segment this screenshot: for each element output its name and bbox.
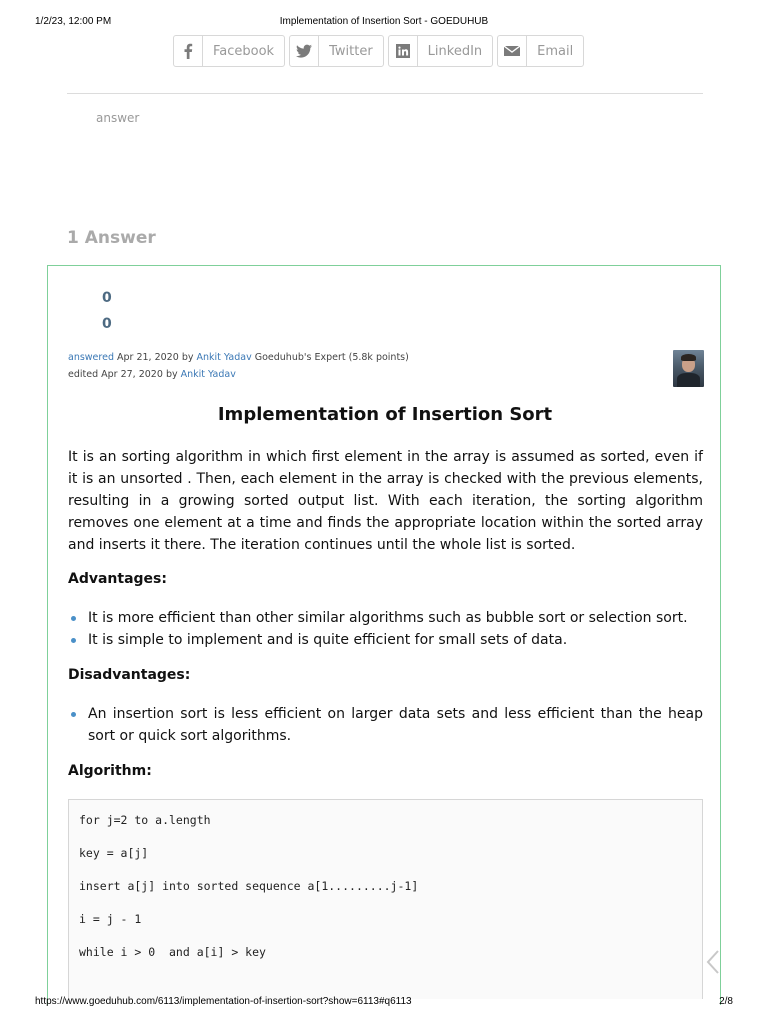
disadvantages-heading: Disadvantages: — [68, 667, 191, 683]
edited-by: by — [165, 369, 178, 380]
linkedin-icon — [389, 36, 418, 66]
share-email-button[interactable] — [497, 35, 584, 67]
edited-meta — [68, 369, 236, 380]
avatar[interactable] — [673, 350, 704, 387]
disadvantages-list — [68, 703, 703, 747]
email-icon — [498, 36, 527, 66]
code-line: insert a[j] into sorted sequence a[1.........j-1] — [79, 879, 419, 893]
answer-count-heading: 1 Answer — [67, 228, 156, 248]
question-tag[interactable]: answer — [96, 111, 140, 125]
code-line: while i > 0 and a[i] > key — [79, 945, 266, 959]
answer-intro: It is an sorting algorithm in which first element in the array is assumed as sorted, even if it is an unsorted . Then, each element in the array is checked with the previous elements, resulting in a growing sorted output list. With each iteration, the sorting algorithm removes one element at a time and finds the appropriate location within the sorted array and inserts it there. The iteration continues until the whole list is sorted. — [68, 449, 703, 553]
author-role: Goeduhub's Expert (5.8k points) — [254, 352, 409, 363]
print-page-number: 2/8 — [719, 996, 733, 1007]
vote-up-count[interactable]: 0 — [102, 290, 112, 306]
answered-link[interactable]: answered — [68, 352, 114, 363]
code-line: i = j - 1 — [79, 912, 142, 926]
divider — [67, 93, 703, 94]
advantages-list — [68, 607, 703, 651]
answered-by: by — [181, 352, 194, 363]
print-page-title: Implementation of Insertion Sort - GOEDUHUB — [279, 16, 489, 27]
code-block[interactable] — [68, 799, 703, 999]
code-line: for j=2 to a.length — [79, 813, 211, 827]
scroll-left-button[interactable] — [703, 946, 723, 982]
share-twitter-button[interactable] — [289, 35, 384, 67]
answer-heading: Implementation of Insertion Sort — [217, 404, 553, 425]
editor-link[interactable]: Ankit Yadav — [180, 369, 236, 380]
share-linkedin-button[interactable] — [388, 35, 493, 67]
answer-meta — [68, 352, 409, 363]
algorithm-heading: Algorithm: — [68, 763, 152, 779]
list-item: It is more efficient than other similar algorithms such as bubble sort or selection sort. — [68, 607, 703, 629]
avatar-body — [677, 373, 700, 387]
answer-card — [47, 265, 721, 1005]
facebook-icon — [174, 36, 203, 66]
share-linkedin-label: LinkedIn — [427, 43, 483, 59]
answered-date: Apr 21, 2020 — [117, 352, 179, 363]
list-item: An insertion sort is less efficient on larger data sets and less efficient than the heap sort or quick sort algorithms. — [68, 703, 703, 747]
share-twitter-label: Twitter — [329, 43, 373, 59]
avatar-hair — [681, 354, 696, 361]
share-facebook-label: Facebook — [213, 43, 275, 59]
vote-down-count[interactable]: 0 — [102, 316, 112, 332]
edited-date: edited Apr 27, 2020 — [68, 369, 163, 380]
share-email-label: Email — [537, 43, 574, 59]
twitter-icon — [290, 36, 319, 66]
code-line: key = a[j] — [79, 846, 149, 860]
author-link[interactable]: Ankit Yadav — [196, 352, 252, 363]
chevron-left-icon — [706, 949, 720, 979]
print-url: https://www.goeduhub.com/6113/implementation-of-insertion-sort?show=6113#q6113 — [35, 996, 412, 1007]
advantages-heading: Advantages: — [68, 571, 167, 587]
share-facebook-button[interactable] — [173, 35, 285, 67]
print-date: 1/2/23, 12:00 PM — [35, 16, 112, 27]
list-item: It is simple to implement and is quite efficient for small sets of data. — [68, 629, 703, 651]
share-bar — [173, 35, 584, 67]
